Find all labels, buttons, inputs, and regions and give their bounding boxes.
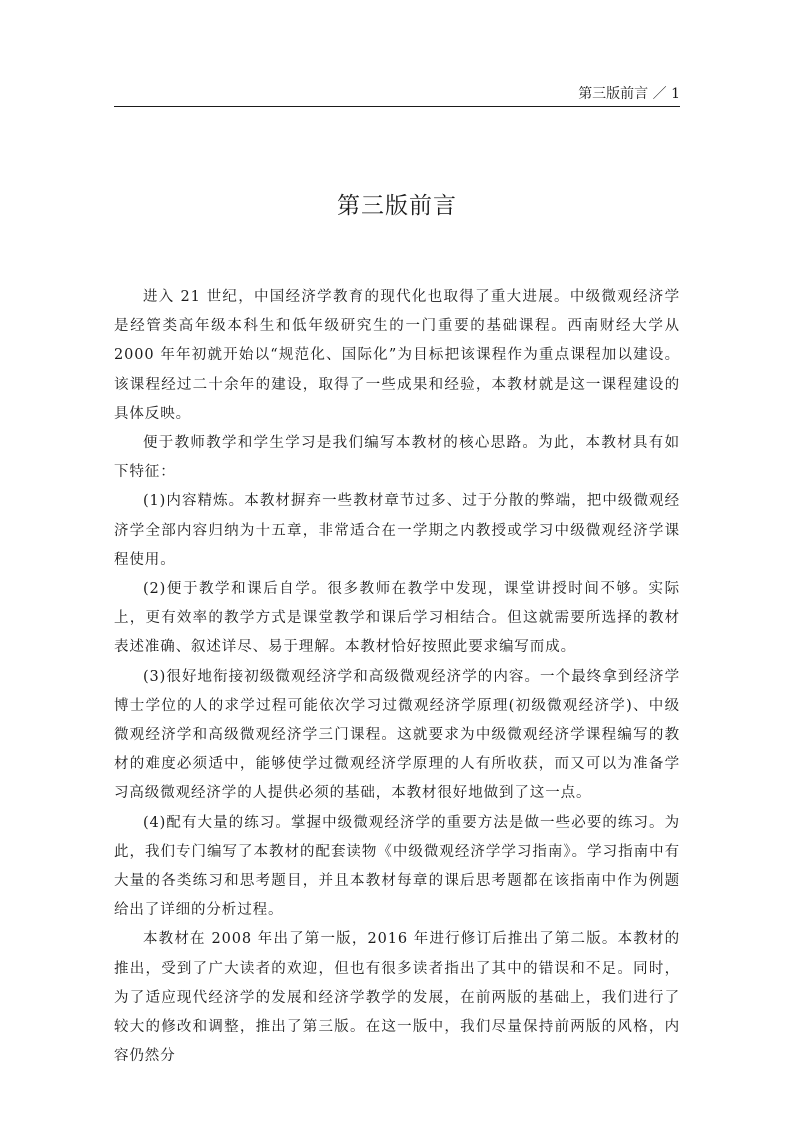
paragraph-feature-3: (3)很好地衔接初级微观经济学和高级微观经济学的内容。一个最终拿到经济学博士学位的人的求学过程可能依次学习过微观经济学原理(初级微观经济学)、中级微观经济学和高级微观经济学三门课程。这就要求为中级微观经济学课程编写的教材的难度必须适中，能够使学过微观经济学原理的人有所收获，而又可以为准备学习高级微观经济学的人提供必须的基础，本教材很好地做到了这一点。 [114,668,680,802]
paragraph-feature-4: (4)配有大量的练习。掌握中级微观经济学的重要方法是做一些必要的练习。为此，我们专门编写了本教材的配套读物《中级微观经济学学习指南》。学习指南中有大量的各类练习和思考题目，并且本教材每章的课后思考题都在该指南中作为例题给出了详细的分析过程。 [114,814,680,919]
paragraph-features-lead: 便于教师教学和学生学习是我们编写本教材的核心思路。为此，本教材具有如下特征： [114,435,680,481]
paragraph-feature-1: (1)内容精炼。本教材摒弃一些教材章节过多、过于分散的弊端，把中级微观经济学全部内容归纳为十五章，非常适合在一学期之内教授或学习中级微观经济学课程使用。 [114,493,680,568]
paragraph-intro: 进入 21 世纪，中国经济学教育的现代化也取得了重大进展。中级微观经济学是经管类高年级本科生和低年级研究生的一门重要的基础课程。西南财经大学从 2000 年年初就开始以“规范化、国际化”为目标把该课程作为重点课程加以建设。该课程经过二十余年的建设，取得了一些成果和经验，本教材就是这一课程建设的具体反映。 [114,289,680,422]
body-text [114,283,680,1071]
chapter-title: 第三版前言 [337,193,457,219]
running-header: 第三版前言 ／ 1 [578,86,680,102]
paragraph-editions: 本教材在 2008 年出了第一版，2016 年进行修订后推出了第二版。本教材的推出，受到了广大读者的欢迎，但也有很多读者指出了其中的错误和不足。同时，为了适应现代经济学的发展和经济学教学的发展，在前两版的基础上，我们进行了较大的修改和调整，推出了第三版。在这一版中，我们尽量保持前两版的风格，内容仍然分 [114,931,680,1065]
header-rule [114,106,680,107]
paragraph-feature-2: (2)便于教学和课后自学。很多教师在教学中发现，课堂讲授时间不够。实际上，更有效率的教学方式是课堂教学和课后学习相结合。但这就需要所选择的教材表述准确、叙述详尽、易于理解。本教材恰好按照此要求编写而成。 [114,581,680,656]
